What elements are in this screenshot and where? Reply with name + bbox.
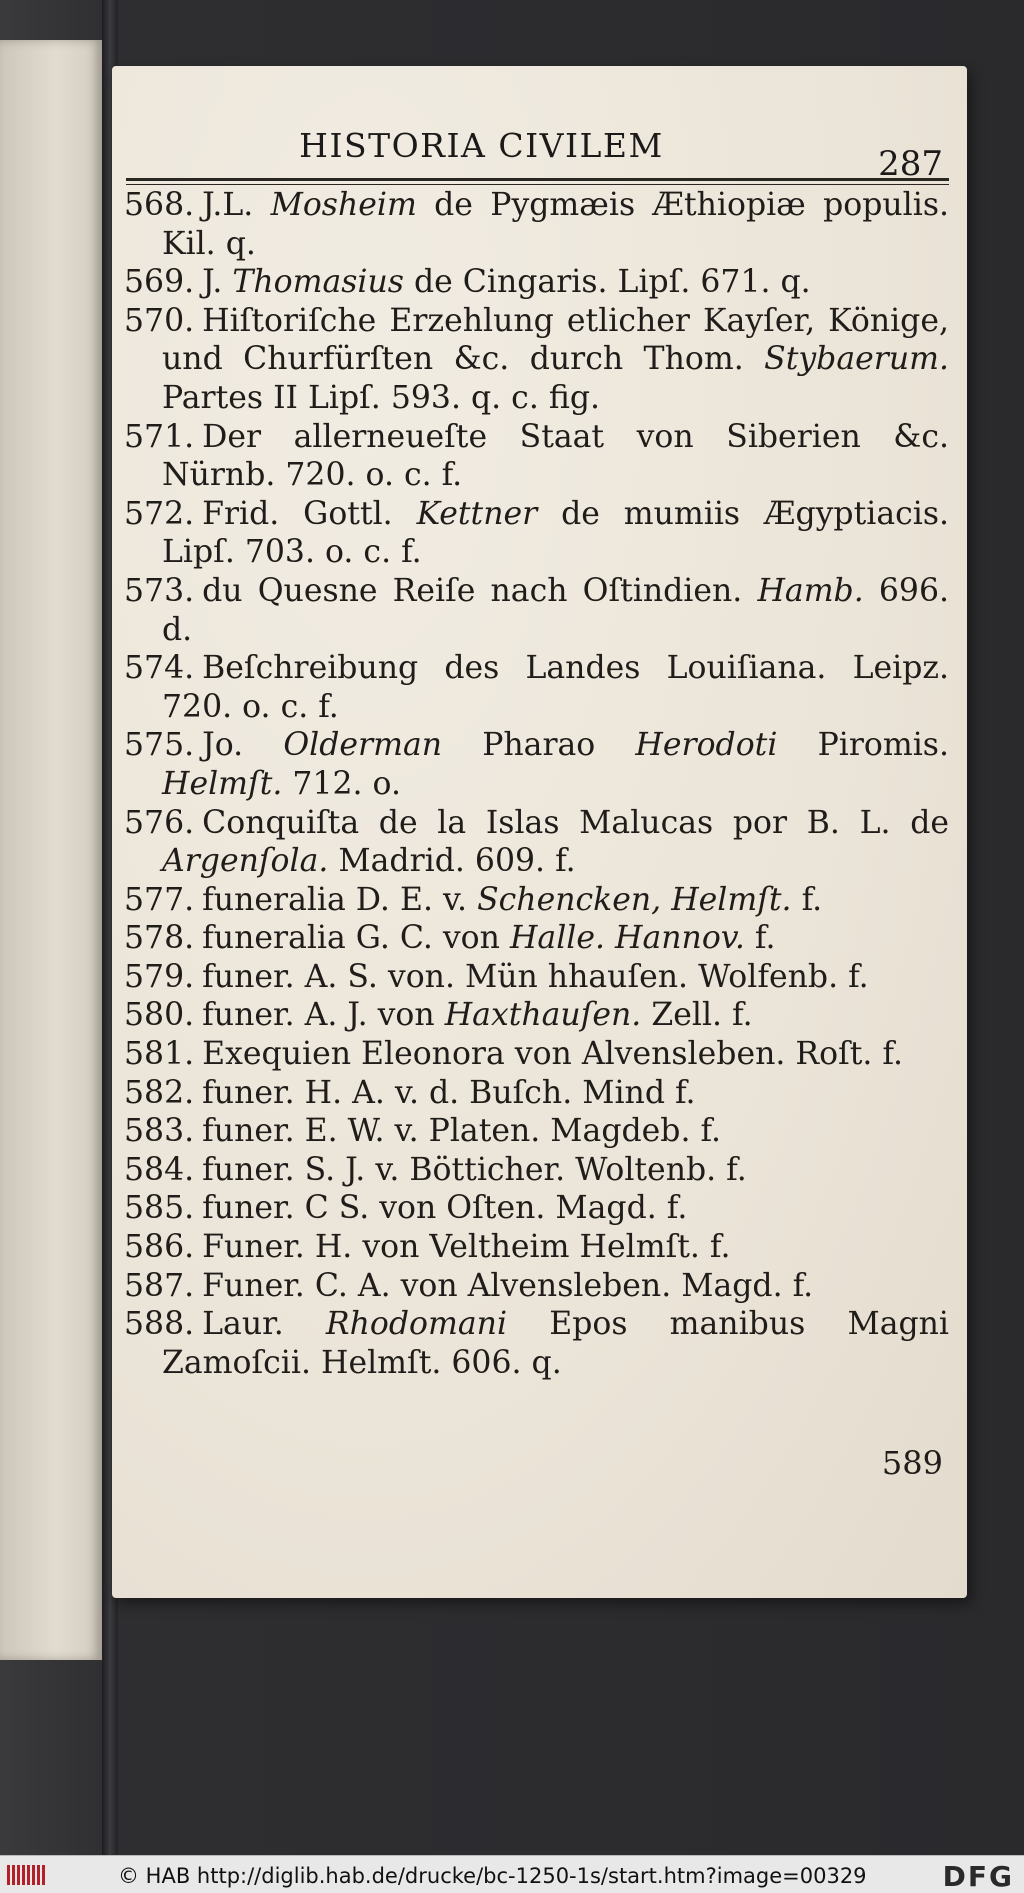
book-page [112,66,967,1598]
page-header [126,124,837,174]
entry-text: 696. d. [162,572,950,648]
catalog-entry [124,186,949,263]
entry-number: 578. [124,920,195,957]
catalog-entry [124,1035,949,1074]
entry-text: f. [744,920,776,957]
copyright-url[interactable]: © HAB http://diglib.hab.de/drucke/bc-1250-1s/start.htm?image=00329 [118,1864,867,1888]
footer-bar [0,1855,1024,1893]
catalog-entry [124,418,949,495]
entry-text: Der allerneueſte Staat von Siberien &c. Nürnb. 720. o. c. f. [162,418,949,494]
entry-number: 573. [124,572,195,609]
catalog-entry [124,726,949,803]
entry-number: 583. [124,1113,195,1150]
entry-number: 577. [124,881,195,918]
catalog-entry [124,881,949,920]
entry-number: 585. [124,1190,195,1227]
entry-text: Conquiſta de la Islas Malucas por B. L. de [202,804,949,841]
entry-number: 569. [124,264,195,301]
entry-number: 570. [124,302,195,339]
entry-number: 571. [124,418,195,455]
entry-italic-text: Hannov. [615,920,745,957]
previous-page-edge [0,40,102,1660]
entry-number: 580. [124,997,195,1034]
entry-text: J.L. [202,187,271,223]
entry-number: 576. [124,804,195,841]
catalog-entry [124,1305,949,1382]
entry-number: 579. [124,958,195,995]
entry-text: Laur. [202,1306,326,1343]
entry-text: J. [202,264,233,301]
entry-text: Piromis. [777,727,949,764]
entry-text: funeralia G. C. von [202,920,510,957]
page-number: 287 [878,144,943,184]
entry-text: Funer. C. A. von Alvensleben. Magd. f. [202,1267,814,1304]
entry-text: funer. A. J. von [202,997,445,1034]
catalog-entry [124,804,949,881]
entry-text: funer. C S. von Oſten. Magd. f. [202,1190,688,1227]
header-rule [126,178,949,185]
entry-text: Epos manibus Magni Zamoſcii. Helmſt. 606. q. [162,1306,950,1381]
catalog-entries [124,186,949,1382]
entry-text: funer. S. J. v. Bötticher. Woltenb. f. [202,1151,747,1188]
entry-text: Partes II Lipſ. 593. q. c. fig. [162,379,601,416]
catalog-entry [124,996,949,1035]
catalog-entry [124,958,949,997]
catalog-entry [124,649,949,726]
catalog-entry [124,1112,949,1151]
entry-italic-text: Halle. [509,920,605,957]
entry-text: f. [791,881,823,918]
catalog-entry [124,263,949,302]
entry-number: 568. [124,187,195,223]
entry-number: 588. [124,1306,195,1343]
catalog-entry [124,1267,949,1306]
entry-italic-text: Helmſt. [671,881,792,918]
entry-italic-text: Olderman [283,727,443,764]
entry-text: Madrid. 609. f. [328,843,576,880]
entry-text: Zell. f. [641,997,753,1034]
entry-number: 572. [124,495,195,532]
entry-text: funeralia D. E. v. [202,881,478,918]
catalog-entry [124,1151,949,1190]
entry-text: Frid. Gottl. [202,495,417,532]
entry-text: Exequien Eleonora von Alvensleben. Roſt. f. [202,1036,903,1073]
catalog-entry [124,1228,949,1267]
catchword: 589 [881,1444,943,1482]
entry-number: 584. [124,1151,195,1188]
entry-number: 582. [124,1074,195,1111]
entry-number: 574. [124,650,195,687]
entry-number: 587. [124,1267,195,1304]
entry-italic-text: Helmſt. [162,765,283,802]
catalog-entry [124,302,949,418]
catalog-entry [124,1189,949,1228]
entry-text: de mumiis Ægyptiacis. Lipſ. 703. o. c. f. [162,495,949,571]
entry-text: de Pygmæis Æthiopiæ populis. Kil. q. [162,187,949,262]
entry-text: funer. E. W. v. Platen. Magdeb. f. [202,1113,722,1150]
entry-number: 575. [124,727,195,764]
entry-italic-text: Hamb. [757,572,864,609]
running-title: HISTORIA CIVILEM [299,126,664,165]
entry-text [605,920,615,956]
hab-logo-icon[interactable] [6,1862,46,1888]
entry-text: funer. A. S. von. Mün hhauſen. Wolfenb. f. [202,958,869,995]
entry-italic-text: Kettner [416,495,538,532]
entry-text: Funer. H. von Veltheim Helmſt. f. [202,1229,731,1266]
entry-text: Jo. [202,727,284,764]
entry-text: funer. H. A. v. d. Buſch. Mind f. [202,1074,696,1111]
entry-number: 581. [124,1036,195,1073]
entry-text: Hiſtoriſche Erzehlung etlicher Kayſer, Könige, und Churfürſten &c. durch Thom. [162,302,949,378]
entry-text: 712. o. [282,765,401,802]
entry-text [661,882,671,918]
entry-italic-text: Argenſola. [162,843,329,880]
entry-italic-text: Schencken, [477,881,662,918]
entry-italic-text: Herodoti [635,727,778,764]
entry-text: de Cingaris. Lipſ. 671. q. [403,264,811,301]
entry-italic-text: Mosheim [270,187,417,223]
entry-text: Beſchreibung des Landes Louiſiana. Leipz. 720. o. c. f. [162,650,949,725]
entry-italic-text: Thomasius [232,264,404,301]
catalog-entry [124,495,949,572]
entry-italic-text: Stybaerum. [764,341,949,378]
catalog-entry [124,919,949,958]
catalog-entry [124,1074,949,1113]
dfg-logo[interactable]: DFG [942,1860,1014,1893]
catalog-entry [124,572,949,649]
entry-italic-text: Haxthauſen. [444,997,642,1034]
entry-number: 586. [124,1229,195,1266]
entry-text: du Quesne Reiſe nach Oſtindien. [202,572,758,609]
entry-italic-text: Rhodomani [325,1306,508,1343]
entry-text: Pharao [442,727,636,764]
